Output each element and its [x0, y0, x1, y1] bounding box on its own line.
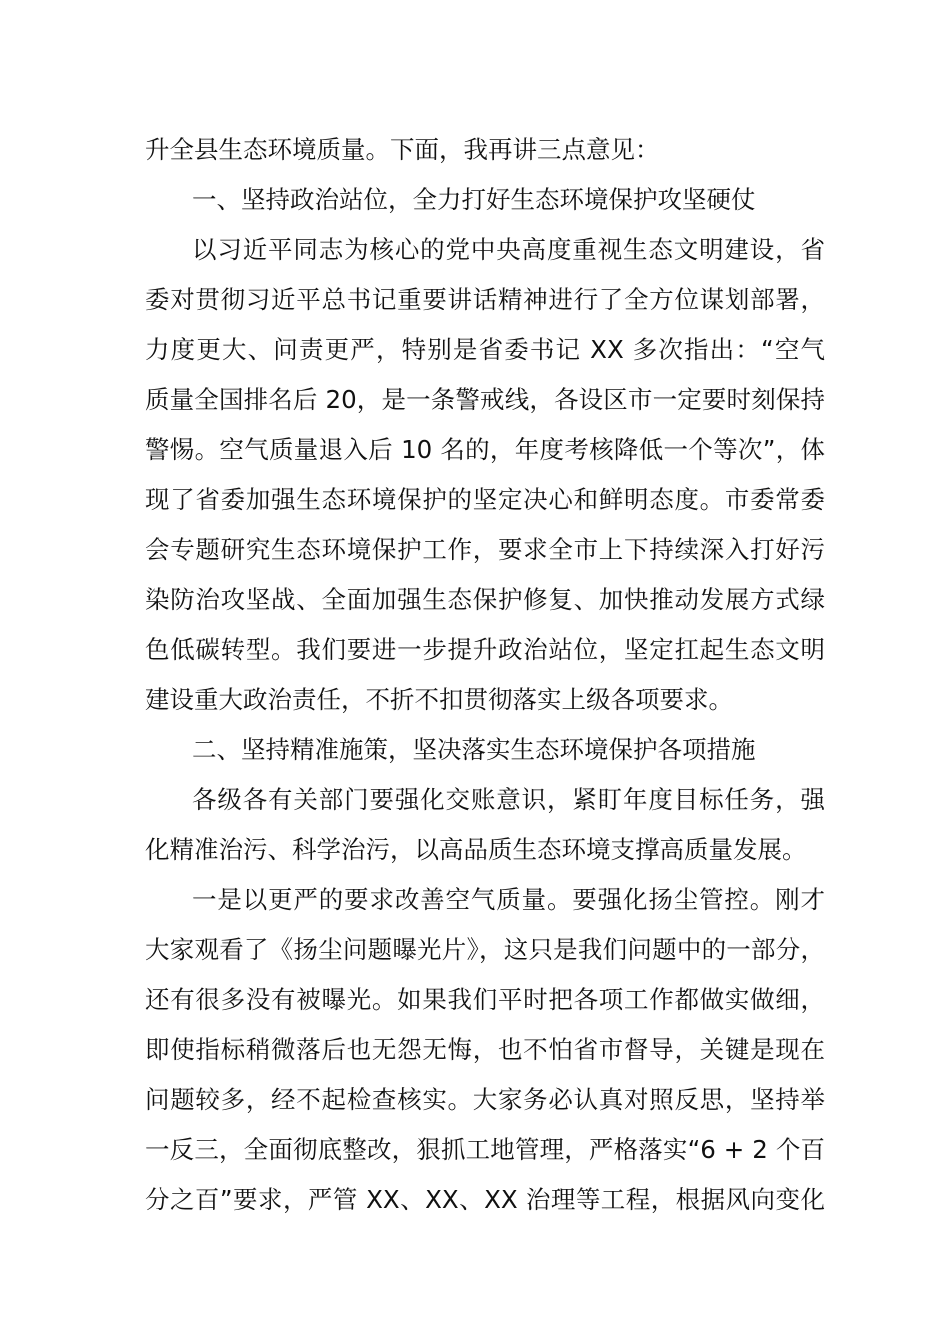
text-line: 质量全国排名后 20，是一条警戒线，各设区市一定要时刻保持 — [145, 385, 825, 414]
section-heading-1: 一、坚持政治站位，全力打好生态环境保护攻坚硬仗 — [192, 185, 756, 214]
text-line: 现了省委加强生态环境保护的坚定决心和鲜明态度。市委常委 — [145, 485, 825, 514]
text-line: 各级各有关部门要强化交账意识，紧盯年度目标任务，强 — [192, 785, 825, 814]
text-line: 问题较多，经不起检查核实。大家务必认真对照反思，坚持举 — [145, 1085, 825, 1114]
text-line: 委对贯彻习近平总书记重要讲话精神进行了全方位谋划部署， — [145, 285, 825, 314]
text-line: 一反三，全面彻底整改，狠抓工地管理，严格落实“6 + 2 个百 — [145, 1135, 825, 1164]
text-line: 以习近平同志为核心的党中央高度重视生态文明建设，省 — [192, 235, 825, 264]
text-line: 力度更大、问责更严，特别是省委书记 XX 多次指出：“空气 — [145, 335, 825, 364]
text-line: 升全县生态环境质量。下面，我再讲三点意见： — [145, 135, 660, 164]
text-line: 大家观看了《扬尘问题曝光片》，这只是我们问题中的一部分， — [145, 935, 825, 964]
text-line: 警惕。空气质量退入后 10 名的，年度考核降低一个等次”，体 — [145, 435, 825, 464]
text-line: 建设重大政治责任，不折不扣贯彻落实上级各项要求。 — [145, 685, 733, 714]
text-line: 染防治攻坚战、全面加强生态保护修复、加快推动发展方式绿 — [145, 585, 825, 614]
text-line: 还有很多没有被曝光。如果我们平时把各项工作都做实做细， — [145, 985, 825, 1014]
text-line: 色低碳转型。我们要进一步提升政治站位，坚定扛起生态文明 — [145, 635, 825, 664]
text-line: 分之百”要求，严管 XX、XX、XX 治理等工程，根据风向变化 — [145, 1185, 825, 1214]
text-line: 会专题研究生态环境保护工作，要求全市上下持续深入打好污 — [145, 535, 825, 564]
text-line: 化精准治污、科学治污，以高品质生态环境支撑高质量发展。 — [145, 835, 807, 864]
section-heading-2: 二、坚持精准施策，坚决落实生态环境保护各项措施 — [192, 735, 756, 764]
text-line: 即使指标稍微落后也无怨无悔，也不怕省市督导，关键是现在 — [145, 1035, 825, 1064]
text-line: 一是以更严的要求改善空气质量。要强化扬尘管控。刚才 — [192, 885, 825, 914]
